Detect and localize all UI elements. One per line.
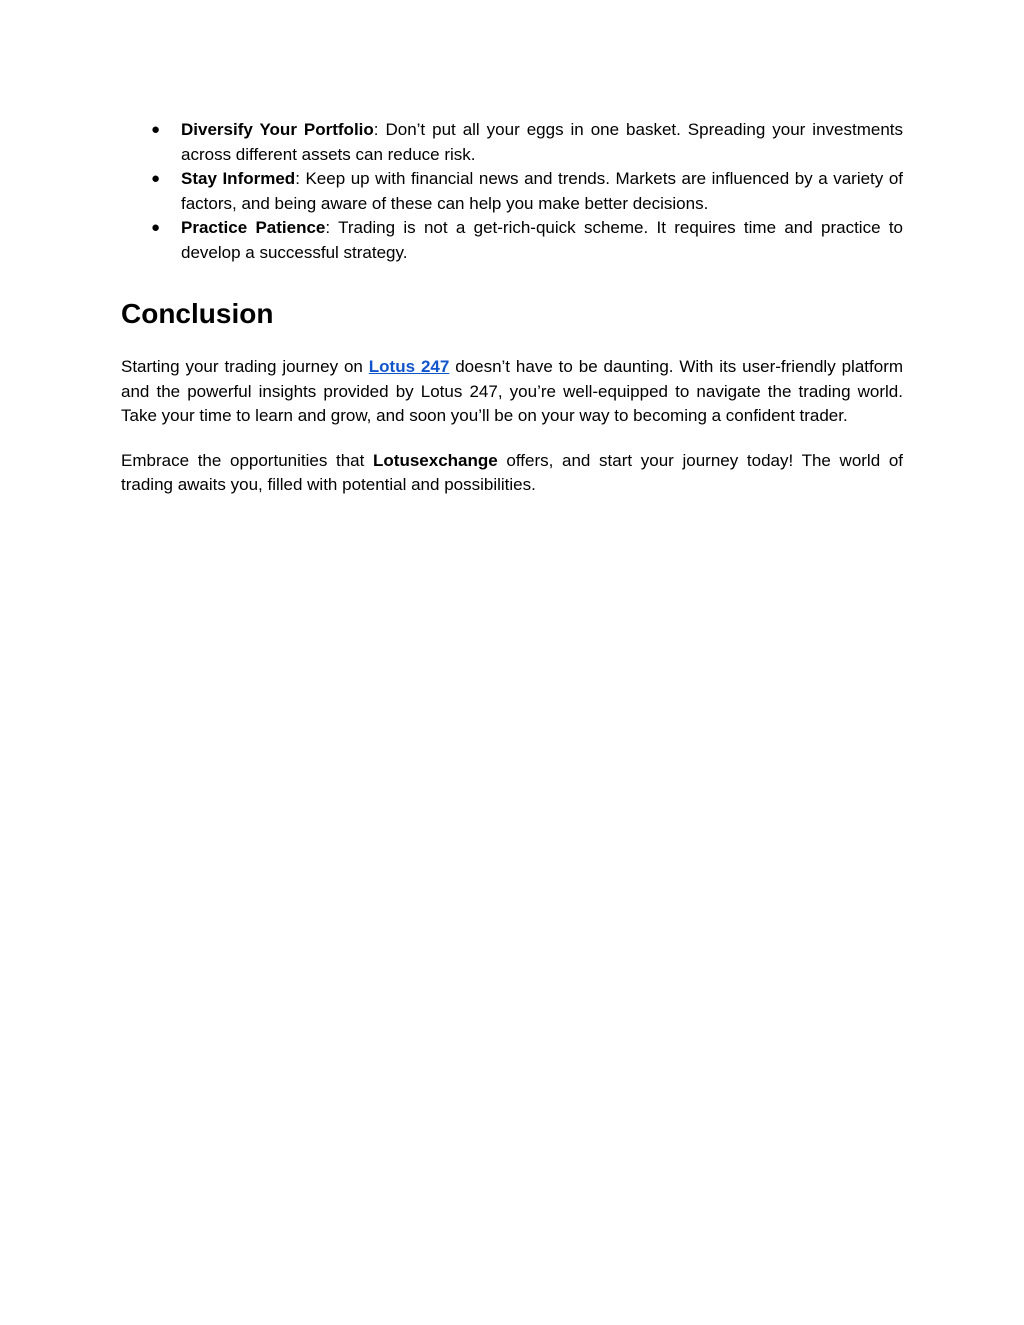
tips-list [121,118,903,265]
paragraph-text: offers, and start your journey today! The world of trading awaits you, filled with potential and possibilities. [121,450,904,494]
brand-name: Lotusexchange [373,450,498,470]
conclusion-heading: Conclusion [121,298,274,329]
lotus-247-link[interactable]: Lotus 247 [368,357,450,376]
tip-title: Practice Patience [181,218,326,237]
tip-title: Diversify Your Portfolio [181,120,374,139]
list-item [121,118,903,167]
bullet-icon: ● [151,219,161,236]
list-item [121,167,903,216]
tip-text: : Don’t put all your eggs in one basket. Spreading your investments across different assets can reduce risk. [181,120,904,164]
bullet-icon: ● [151,121,161,138]
conclusion-paragraph [121,355,903,429]
bullet-icon: ● [151,170,161,187]
paragraph-text: doesn’t have to be daunting. With its user-friendly platform and the powerful insights provided by Lotus 247, you’re well-equipped to navigate the trading world. Take your time to learn and grow, and soon you’ll be on your way to becoming a confident trader. [121,357,904,425]
tip-title: Stay Informed [181,169,296,188]
paragraph-text: Starting your trading journey on [121,357,369,376]
list-item [121,216,903,265]
tip-text: : Keep up with financial news and trends. Markets are influenced by a variety of factors, and being aware of these can help you make better decisions. [181,169,903,213]
paragraph-text: Embrace the opportunities that [121,450,374,470]
closing-paragraph [121,449,903,498]
document-page [121,118,903,498]
tip-text: : Trading is not a get-rich-quick scheme. It requires time and practice to develop a successful strategy. [181,218,903,262]
